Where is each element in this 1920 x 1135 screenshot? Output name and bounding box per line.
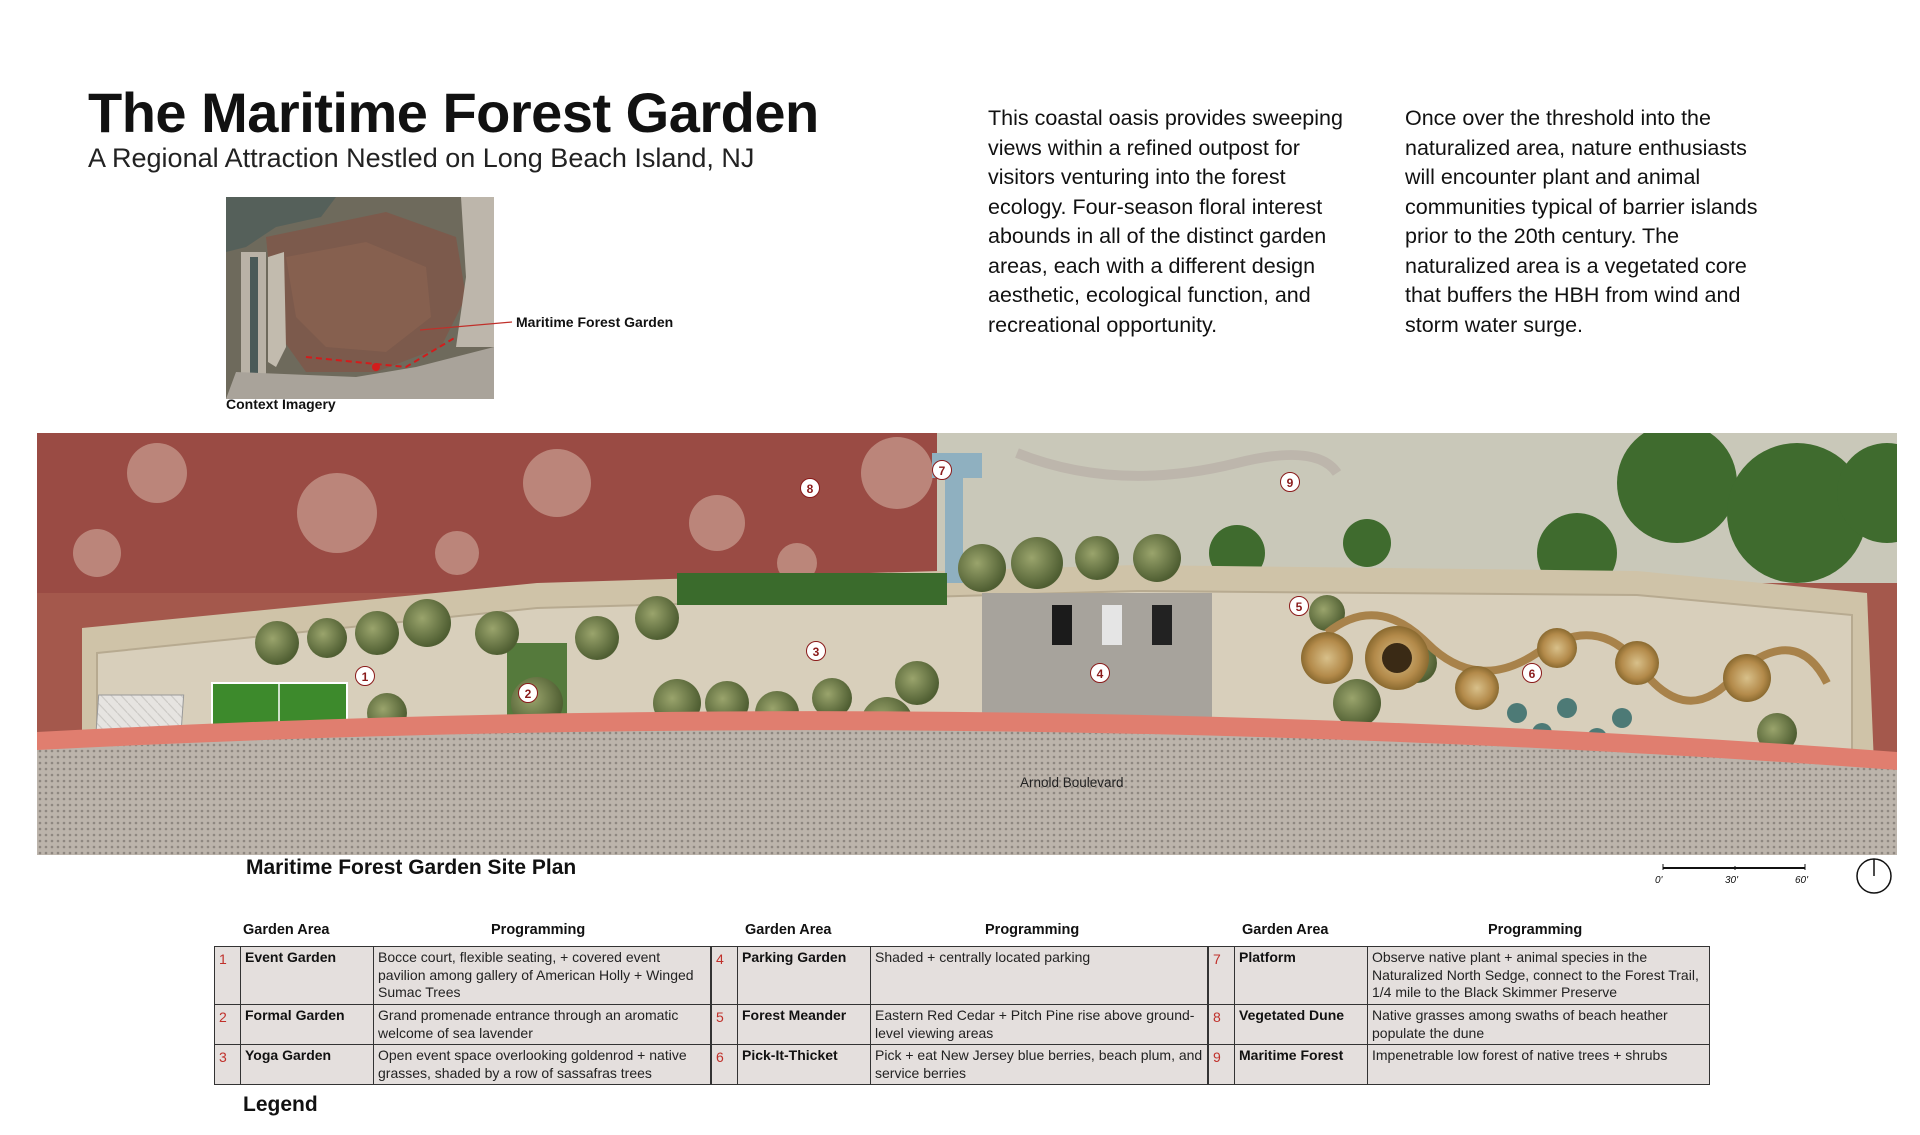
legend-area: Formal Garden (241, 1005, 374, 1045)
legend-row (712, 1005, 1208, 1045)
legend-num: 7 (1209, 947, 1235, 1005)
legend-programming: Native grasses among swaths of beach heather populate the dune (1368, 1005, 1710, 1045)
site-marker-5: 5 (1289, 596, 1309, 616)
legend-area: Parking Garden (738, 947, 871, 1005)
site-marker-8: 8 (800, 478, 820, 498)
legend-col1-programming-header: Programming (491, 922, 586, 938)
legend-num: 9 (1209, 1045, 1235, 1085)
site-plan-road (37, 700, 1897, 855)
context-map-label: Maritime Forest Garden (516, 314, 674, 330)
legend-num: 6 (712, 1045, 738, 1085)
legend-row (215, 947, 711, 1005)
legend-area: Pick-It-Thicket (738, 1045, 871, 1085)
legend-programming: Eastern Red Cedar + Pitch Pine rise above ground-level viewing areas (871, 1005, 1208, 1045)
legend-area: Maritime Forest (1235, 1045, 1368, 1085)
legend-programming: Shaded + centrally located parking (871, 947, 1208, 1005)
legend-area: Platform (1235, 947, 1368, 1005)
scale-label-60: 60' (1795, 875, 1809, 886)
legend-table-1 (214, 946, 711, 1085)
legend-col3-area-header: Garden Area (1242, 922, 1329, 938)
north-arrow-icon (1855, 857, 1893, 895)
page-title: The Maritime Forest Garden (88, 81, 819, 144)
scale-label-30: 30' (1725, 875, 1739, 886)
legend-table-3 (1208, 946, 1710, 1085)
legend-programming: Grand promenade entrance through an aromatic welcome of sea lavender (374, 1005, 711, 1045)
legend-row (215, 1045, 711, 1085)
legend-area: Yoga Garden (241, 1045, 374, 1085)
legend-title: Legend (243, 1093, 318, 1116)
legend-programming: Bocce court, flexible seating, + covered event pavilion among gallery of American Holly + Winged Sumac Trees (374, 947, 711, 1005)
legend-col3-programming-header: Programming (1488, 922, 1583, 938)
site-marker-7: 7 (932, 460, 952, 480)
context-imagery-map (226, 197, 494, 399)
legend-num: 5 (712, 1005, 738, 1045)
legend-num: 1 (215, 947, 241, 1005)
legend-row (1209, 947, 1710, 1005)
context-imagery-caption: Context Imagery (226, 396, 336, 412)
scale-bar (1655, 862, 1815, 892)
legend-col2-programming-header: Programming (985, 922, 1080, 938)
legend-programming: Open event space overlooking goldenrod + native grasses, shaded by a row of sassafras trees (374, 1045, 711, 1085)
legend-num: 2 (215, 1005, 241, 1045)
site-marker-1: 1 (355, 666, 375, 686)
legend-row (1209, 1045, 1710, 1085)
site-marker-4: 4 (1090, 663, 1110, 683)
context-leader-line (420, 318, 516, 338)
site-marker-3: 3 (806, 641, 826, 661)
page-subtitle: A Regional Attraction Nestled on Long Beach Island, NJ (88, 143, 755, 173)
legend-col1-area-header: Garden Area (243, 922, 330, 938)
legend-programming: Pick + eat New Jersey blue berries, beach plum, and service berries (871, 1045, 1208, 1085)
legend-row (1209, 1005, 1710, 1045)
legend-programming: Impenetrable low forest of native trees + shrubs (1368, 1045, 1710, 1085)
scale-label-0: 0' (1655, 875, 1663, 886)
legend-row (215, 1005, 711, 1045)
intro-paragraph-2: Once over the threshold into the naturalized area, nature enthusiasts will encounter plant and animal communities typical of barrier islands prior to the 20th century. The naturalized area is a vegetated core that buffers the HBH from wind and storm water surge. (1405, 106, 1758, 337)
legend-programming: Observe native plant + animal species in the Naturalized North Sedge, connect to the Forest Trail, 1/4 mile to the Black Skimmer Preserve (1368, 947, 1710, 1005)
legend-table-2 (711, 946, 1208, 1085)
legend-row (712, 947, 1208, 1005)
site-marker-6: 6 (1522, 663, 1542, 683)
legend-col2-area-header: Garden Area (745, 922, 832, 938)
legend-num: 8 (1209, 1005, 1235, 1045)
legend-row (712, 1045, 1208, 1085)
legend-area: Event Garden (241, 947, 374, 1005)
street-label: Arnold Boulevard (1020, 775, 1124, 790)
legend-num: 3 (215, 1045, 241, 1085)
site-plan-title: Maritime Forest Garden Site Plan (246, 856, 577, 879)
legend-num: 4 (712, 947, 738, 1005)
site-marker-9: 9 (1280, 472, 1300, 492)
legend-area: Vegetated Dune (1235, 1005, 1368, 1045)
legend-area: Forest Meander (738, 1005, 871, 1045)
site-marker-2: 2 (518, 683, 538, 703)
intro-paragraph-1: This coastal oasis provides sweeping views within a refined outpost for visitors venturing into the forest ecology. Four-season floral interest abounds in all of the distinct garden areas, each with a different design aesthetic, ecological function, and recreational opportunity. (988, 106, 1343, 337)
